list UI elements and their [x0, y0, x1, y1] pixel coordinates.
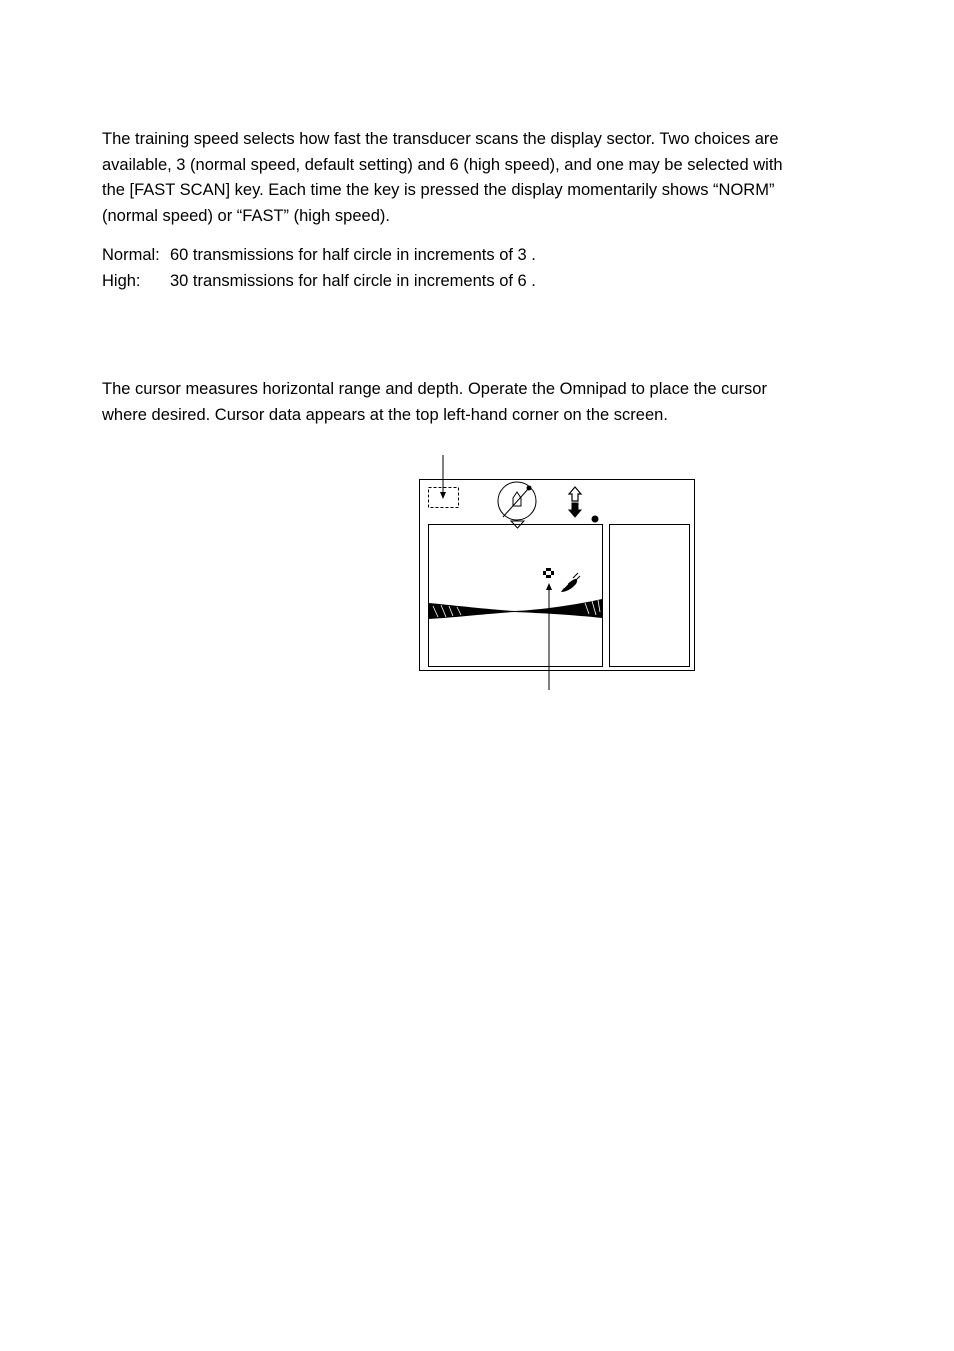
status-dot-icon	[592, 516, 599, 523]
seabed-echo	[429, 599, 602, 619]
spec-label: High:	[102, 272, 141, 290]
spec-text: 60 transmissions for half circle in increments of 3 .	[170, 246, 536, 264]
spec-row-normal	[102, 243, 536, 269]
spec-text: 30 transmissions for half circle in increments of 6 .	[170, 272, 536, 290]
sonar-screen-illustration	[410, 450, 710, 695]
cursor-data-arrowhead	[440, 492, 446, 499]
training-speed-paragraph	[102, 127, 862, 229]
paragraph-line: the [FAST SCAN] key. Each time the key is pressed the display momentarily shows “NORM”	[102, 181, 775, 199]
spec-row-high	[102, 269, 536, 295]
screen-frame	[420, 480, 695, 671]
side-data-window	[610, 525, 690, 667]
paragraph-line: where desired. Cursor data appears at the top left-hand corner on the screen.	[102, 405, 668, 424]
cursor-mark-icon	[543, 568, 554, 578]
fish-school-echo	[561, 573, 580, 592]
cursor-paragraph	[102, 377, 862, 428]
cursor-arrowhead	[546, 583, 552, 590]
paragraph-line: The cursor measures horizontal range and depth. Operate the Omnipad to place the cursor	[102, 380, 767, 398]
paragraph-line: available, 3 (normal speed, default setting) and 6 (high speed), and one may be selected with	[102, 155, 783, 174]
tilt-indicator-icon	[498, 482, 536, 520]
paragraph-line: The training speed selects how fast the transducer scans the display sector. Two choices are	[102, 130, 779, 148]
echo-display-window	[429, 525, 603, 667]
paragraph-line: (normal speed) or “FAST” (high speed).	[102, 206, 390, 225]
spec-label: Normal:	[102, 246, 160, 264]
train-direction-arrows-icon	[569, 487, 581, 517]
